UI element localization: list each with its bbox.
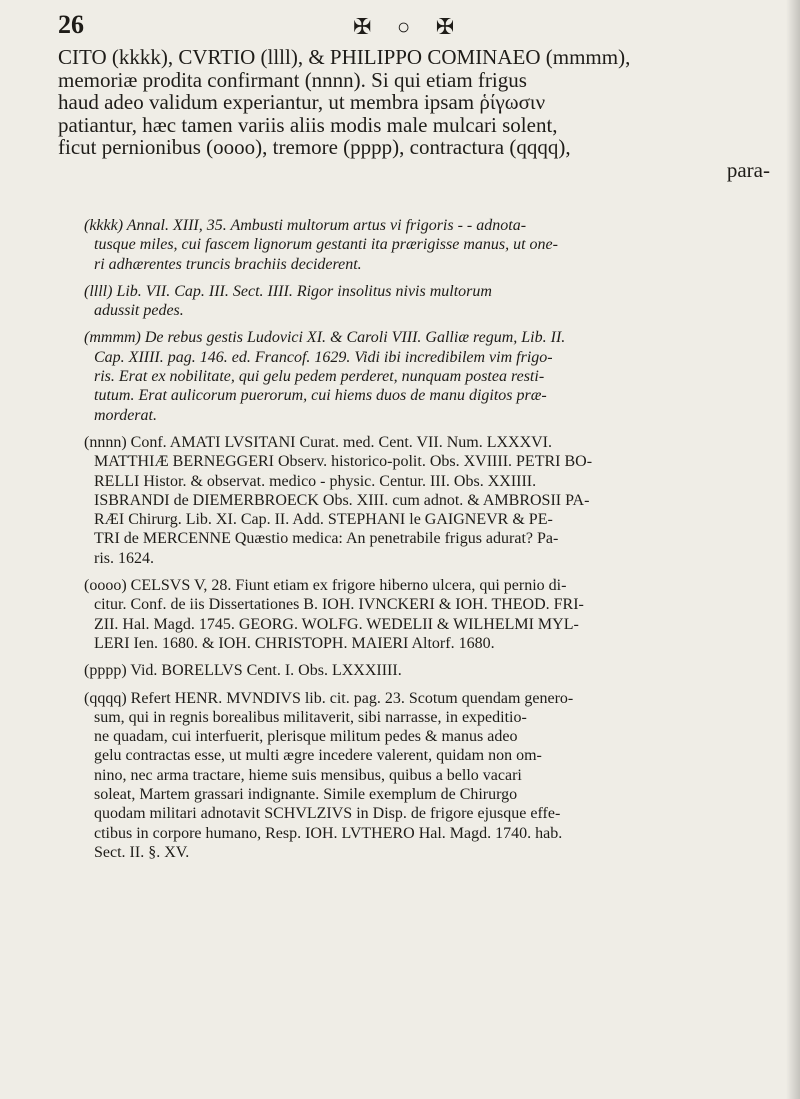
main-text [58,46,770,181]
footnote-line: (pppp) Vid. BORELLVS Cent. I. Obs. LXXXIIII. [84,662,402,680]
footnote-line: TRI de MERCENNE Quæstio medica: An penetrabile frigus adurat? Pa- [94,530,559,548]
main-text-line: ficut pernionibus (oooo), tremore (pppp), contractura (qqqq), [58,135,571,159]
running-head [58,10,740,42]
footnote-line: adussit pedes. [94,302,184,320]
footnote-line: MATTHIÆ BERNEGGERI Observ. historico-polit. Obs. XVIIII. PETRI BO- [94,453,593,471]
footnote-line: ctibus in corpore humano, Resp. IOH. LVTHERO Hal. Magd. 1740. hab. [94,824,563,842]
header-ornament: ✠ ○ ✠ [353,14,465,39]
footnote-line: tusque miles, cui fascem lignorum gestanti ita prærigisse manus, ut one- [94,236,558,254]
page-edge-shadow [786,0,800,1099]
footnote-line: gelu contractas esse, ut multi ægre incedere valerent, quidam non om- [94,747,542,765]
footnote-line: morderat. [94,406,157,424]
main-text-line: patiantur, hæc tamen variis aliis modis male mulcari solent, [58,112,558,137]
footnote-line: (qqqq) Refert HENR. MVNDIVS lib. cit. pag. 23. Scotum quendam genero- [84,689,574,707]
footnote-line: ri adhærentes truncis brachiis deciderent. [94,255,362,273]
main-text-line: memoriæ prodita confirmant (nnnn). Si qui etiam frigus [58,67,527,92]
footnote-line: Cap. XIIII. pag. 146. ed. Francof. 1629. Vidi ibi incredibilem vim frigo- [94,348,553,366]
footnote-mmmm [84,328,774,424]
page-number: 26 [58,10,84,39]
main-text-line: haud adeo validum experiantur, ut membra ipsam ῥίγωσιν [58,90,546,114]
footnote-line: soleat, Martem grassari indignante. Simile exemplum de Chirurgo [94,786,518,804]
footnote-line: (mmmm) De rebus gestis Ludovici XI. & Caroli VIII. Galliæ regum, Lib. II. [84,329,566,347]
footnote-line: citur. Conf. de iis Dissertationes B. IOH. IVNCKERI & IOH. THEOD. FRI- [94,596,584,614]
footnote-kkkk [84,216,774,274]
footnote-line: (oooo) CELSVS V, 28. Fiunt etiam ex frigore hiberno ulcera, qui pernio di- [84,577,567,595]
footnote-line: (kkkk) Annal. XIII, 35. Ambusti multorum artus vi frigoris - - adnota- [84,217,527,234]
footnotes [84,216,774,870]
footnote-line: RELLI Histor. & observat. medico - physic. Centur. III. Obs. XXIIII. [94,472,537,490]
footnote-line: ris. Erat ex nobilitate, qui gelu pedem perderet, nunquam postea resti- [94,368,545,386]
footnote-line: (llll) Lib. VII. Cap. III. Sect. IIII. Rigor insolitus nivis multorum [84,282,492,300]
footnote-line: RÆI Chirurg. Lib. XI. Cap. II. Add. STEPHANI le GAIGNEVR & PE- [94,511,553,529]
footnote-line: (nnnn) Conf. AMATI LVSITANI Curat. med. Cent. VII. Num. LXXXVI. [84,433,553,451]
footnote-nnnn [84,433,774,568]
footnote-line: ne quadam, cui interfuerit, plerisque militum pedes & manus adeo [94,728,518,746]
footnote-line: tutum. Erat aulicorum puerorum, cui hiems duos de manu digitos præ- [94,387,547,405]
footnote-line: LERI Ien. 1680. & IOH. CHRISTOPH. MAIERI Altorf. 1680. [94,634,495,652]
footnote-line: ris. 1624. [94,549,154,567]
footnote-line: ISBRANDI de DIEMERBROECK Obs. XIII. cum adnot. & AMBROSII PA- [94,491,590,509]
footnote-llll [84,282,774,321]
footnote-line: sum, qui in regnis borealibus militaverit, sibi narrasse, in expeditio- [94,708,527,726]
footnote-line: nino, nec arma tractare, hieme suis mensibus, quibus a bello vacari [94,766,522,784]
footnote-qqqq [84,689,774,863]
footnote-oooo [84,576,774,653]
footnote-line: ZII. Hal. Magd. 1745. GEORG. WOLFG. WEDELII & WILHELMI MYL- [94,615,579,633]
catchword: para- [726,157,770,182]
footnote-line: quodam militari adnotavit SCHVLZIVS in Disp. de frigore ejusque effe- [94,805,561,823]
footnote-pppp [84,661,774,680]
main-text-line: CITO (kkkk), CVRTIO (llll), & PHILIPPO COMINAEO (mmmm), [58,45,631,69]
footnote-line: Sect. II. §. XV. [94,843,190,861]
